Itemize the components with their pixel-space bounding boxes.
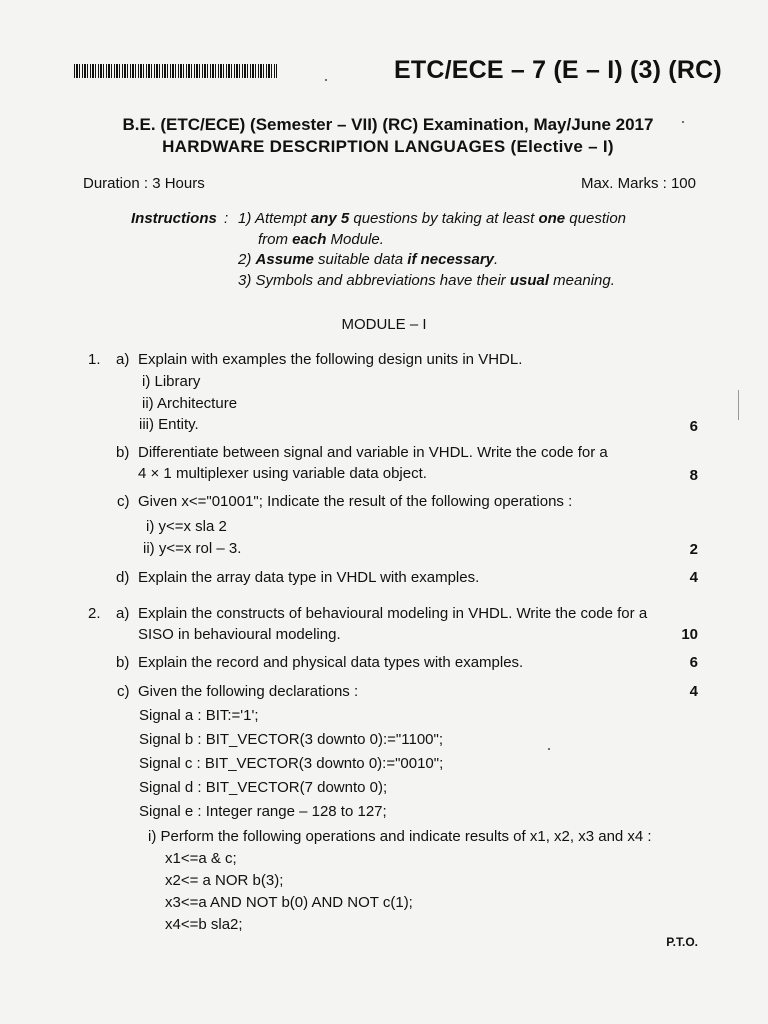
declaration-line: Signal a : BIT:='1'; (139, 707, 259, 724)
list-item: ii) Architecture (142, 395, 238, 412)
instructions-colon: : (224, 210, 229, 227)
marks-value: 6 (689, 654, 698, 671)
question-number: 1. (88, 351, 101, 368)
subject-title: HARDWARE DESCRIPTION LANGUAGES (Elective – I) (162, 137, 614, 156)
list-item: ii) y<=x rol – 3. (143, 540, 242, 557)
subq-label: a) (116, 351, 130, 368)
module-title: MODULE – I (341, 316, 427, 333)
scan-line (738, 390, 739, 420)
question-number: 2. (88, 605, 101, 622)
duration: Duration : 3 Hours (83, 175, 205, 192)
subq-text: 4 × 1 multiplexer using variable data object. (138, 465, 427, 482)
marks-value: 10 (681, 626, 698, 643)
subq-label: c) (117, 493, 130, 510)
subq-label: b) (116, 654, 130, 671)
subq-text: Explain the record and physical data types with examples. (138, 654, 524, 671)
instruction-3: 3) Symbols and abbreviations have their usual meaning. (238, 272, 615, 289)
operation-line: x3<=a AND NOT b(0) AND NOT c(1); (165, 894, 413, 911)
subq-text: Given the following declarations : (138, 683, 359, 700)
subq-text: Given x<="01001"; Indicate the result of the following operations : (138, 493, 573, 510)
subq-label: c) (117, 683, 130, 700)
max-marks: Max. Marks : 100 (580, 175, 696, 192)
subq-text: Explain the array data type in VHDL with examples. (138, 569, 480, 586)
marks-value: 4 (689, 683, 698, 700)
operation-line: x1<=a & c; (165, 850, 237, 867)
scan-speck (682, 121, 684, 123)
marks-value: 6 (689, 418, 698, 435)
operation-line: x4<=b sla2; (165, 916, 243, 933)
list-item: iii) Entity. (139, 416, 199, 433)
marks-value: 4 (689, 569, 698, 586)
instruction-1: 1) Attempt any 5 questions by taking at least one question (238, 210, 627, 227)
subq-text: i) Perform the following operations and indicate results of x1, x2, x3 and x4 : (148, 828, 652, 845)
declaration-line: Signal c : BIT_VECTOR(3 downto 0):="0010"; (139, 755, 444, 772)
list-item: i) Library (142, 373, 201, 390)
scan-speck (548, 748, 550, 750)
instruction-2: 2) Assume suitable data if necessary. (238, 251, 499, 268)
subq-label: a) (116, 605, 130, 622)
marks-value: 2 (689, 541, 698, 558)
paper-code: ETC/ECE – 7 (E – I) (3) (RC) (394, 56, 722, 84)
instruction-1-cont: from each Module. (258, 231, 384, 248)
declaration-line: Signal d : BIT_VECTOR(7 downto 0); (139, 779, 388, 796)
instructions-label: Instructions (131, 210, 217, 227)
operation-line: x2<= a NOR b(3); (165, 872, 284, 889)
scan-speck (325, 79, 327, 81)
declaration-line: Signal b : BIT_VECTOR(3 downto 0):="1100"; (139, 731, 443, 748)
subq-label: b) (116, 444, 130, 461)
pto-label: P.T.O. (666, 935, 698, 949)
declaration-line: Signal e : Integer range – 128 to 127; (139, 803, 387, 820)
exam-title: B.E. (ETC/ECE) (Semester – VII) (RC) Examination, May/June 2017 (122, 115, 654, 134)
subq-text: SISO in behavioural modeling. (138, 626, 341, 643)
subq-text: Explain with examples the following design units in VHDL. (138, 351, 523, 368)
subq-text: Explain the constructs of behavioural modeling in VHDL. Write the code for a (138, 605, 648, 622)
subq-text: Differentiate between signal and variable in VHDL. Write the code for a (138, 444, 608, 461)
list-item: i) y<=x sla 2 (146, 518, 227, 535)
subq-label: d) (116, 569, 130, 586)
marks-value: 8 (689, 467, 698, 484)
barcode (74, 64, 277, 78)
